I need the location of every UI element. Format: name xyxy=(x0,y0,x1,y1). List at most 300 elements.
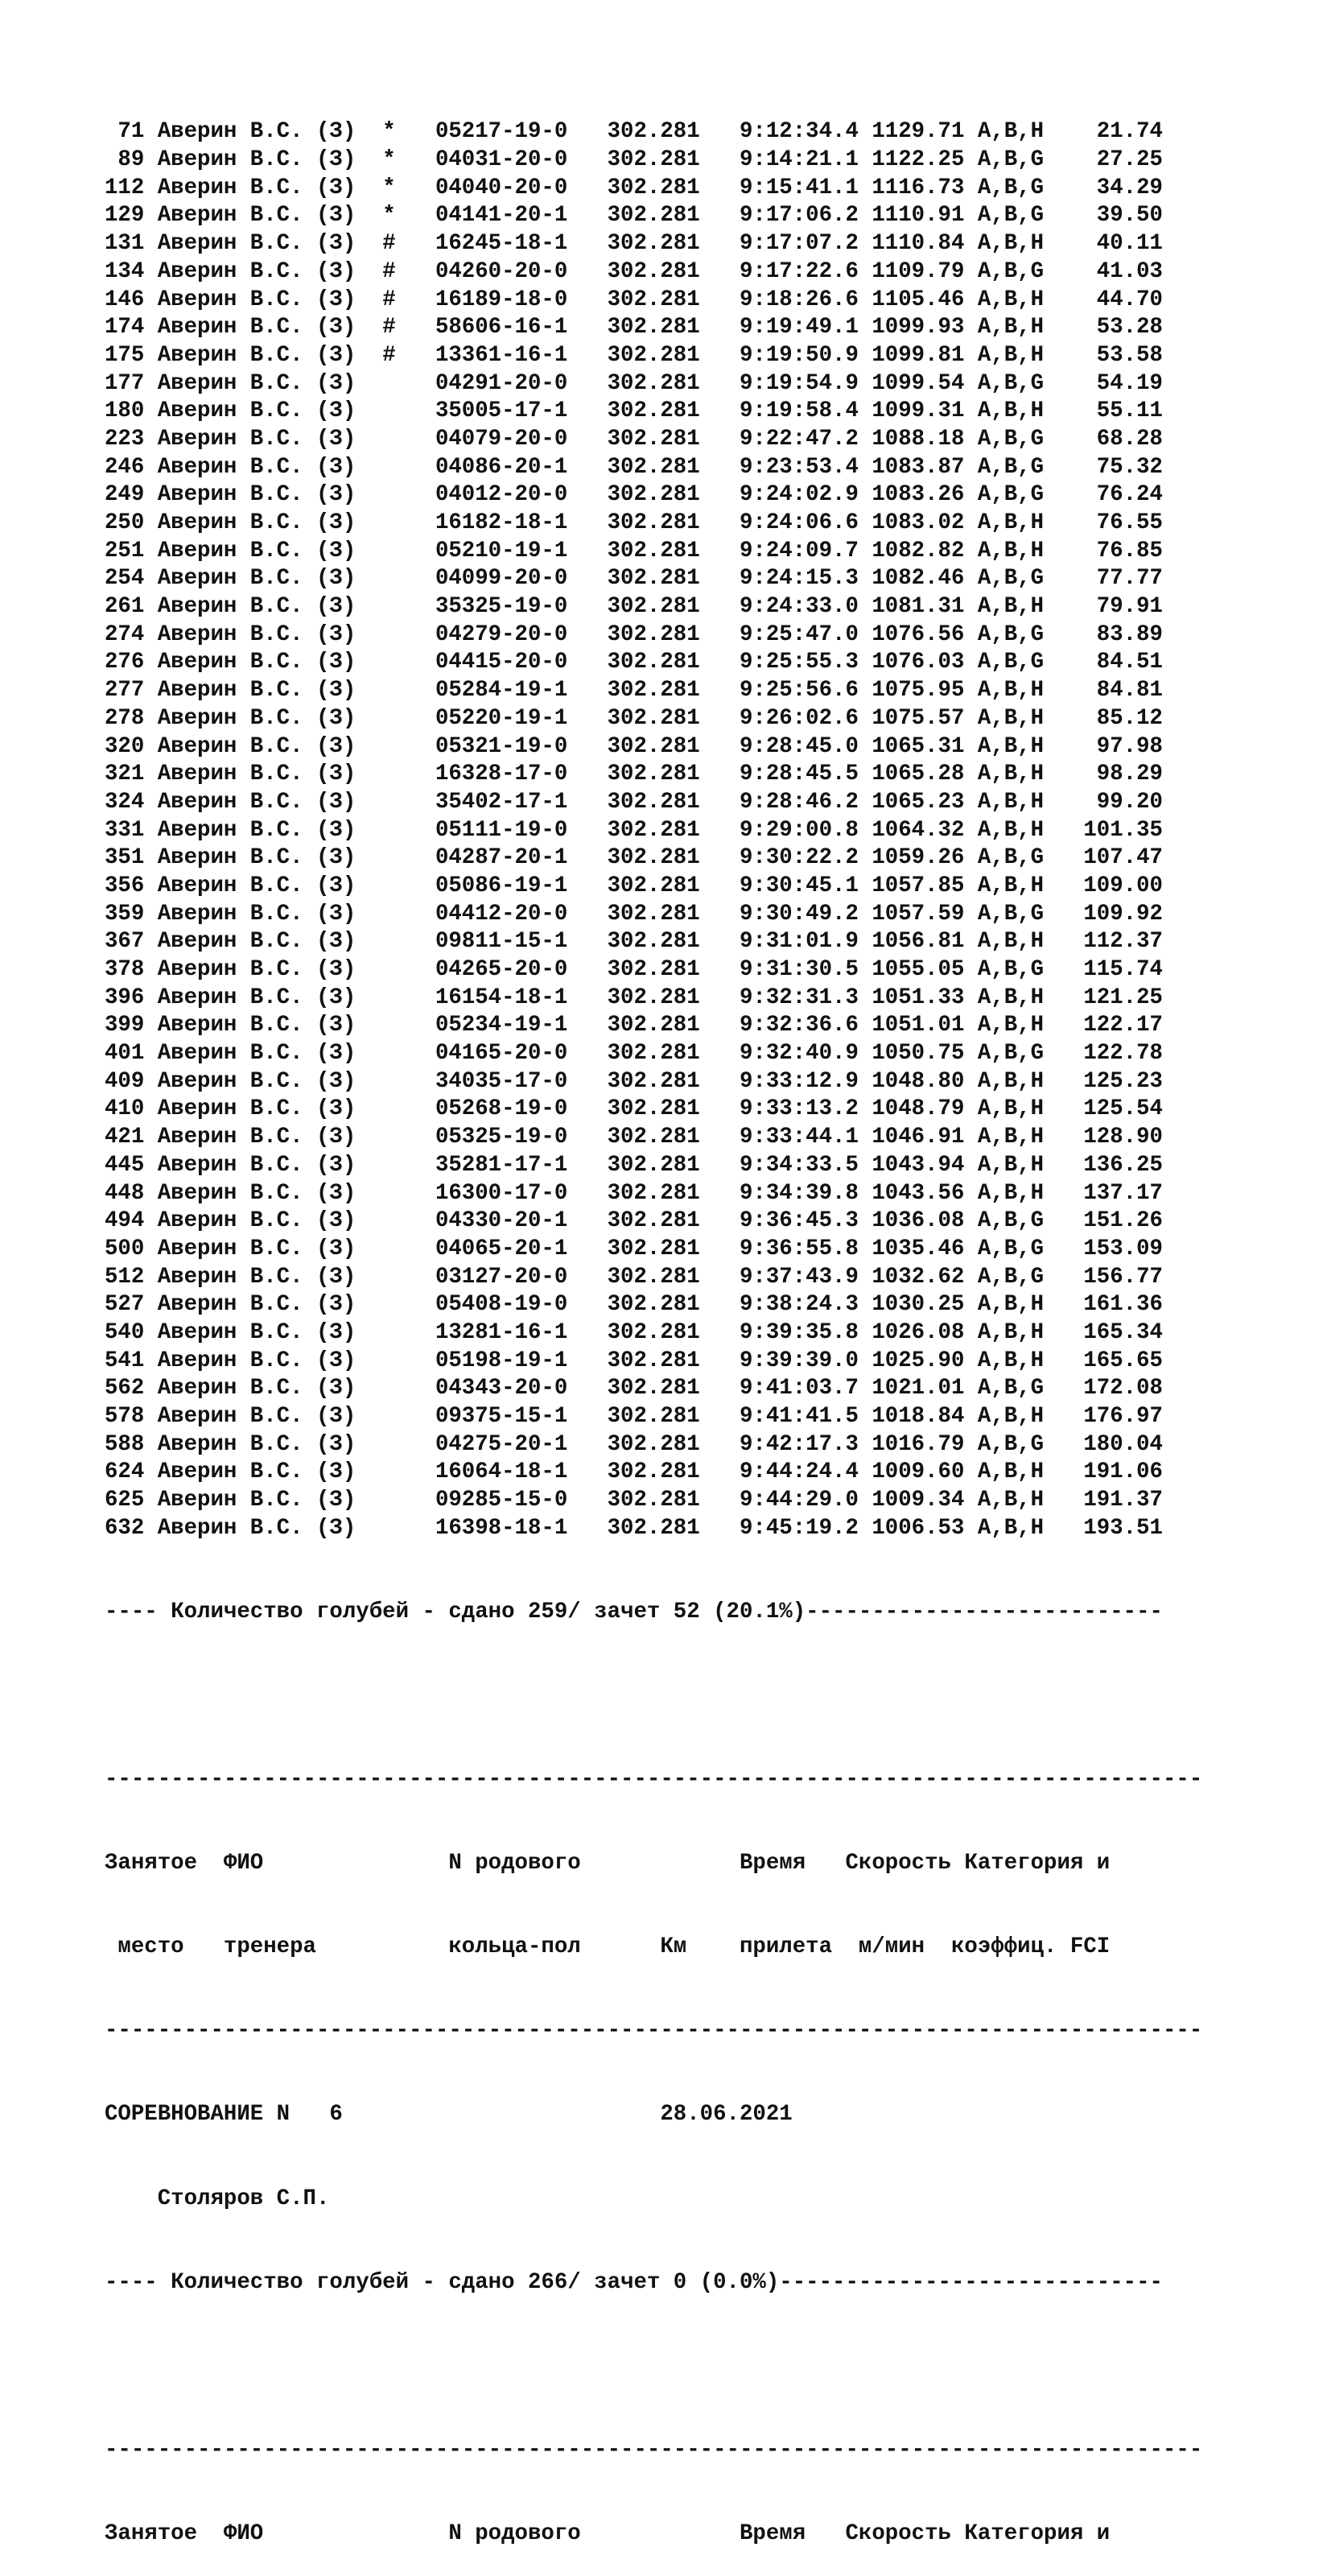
result-place: 249 xyxy=(105,482,158,508)
result-ring: 04040-20-0 xyxy=(435,175,608,200)
result-place: 277 xyxy=(105,678,158,704)
result-time: 9:32:36.6 xyxy=(740,1013,872,1038)
result-coef: 53.28 xyxy=(1083,315,1163,341)
result-ring: 13361-16-1 xyxy=(435,342,608,368)
result-coef: 109.00 xyxy=(1083,873,1163,898)
result-coef: 137.17 xyxy=(1083,1180,1163,1206)
result-km: 302.281 xyxy=(607,1152,740,1178)
result-speed: 1083.87 xyxy=(872,454,978,480)
result-km: 302.281 xyxy=(607,454,740,480)
result-place: 578 xyxy=(105,1404,158,1430)
result-km: 302.281 xyxy=(607,1041,740,1067)
result-speed: 1065.28 xyxy=(872,762,978,787)
result-region: (З) xyxy=(316,1041,383,1067)
result-time: 9:25:55.3 xyxy=(740,650,872,675)
result-ring: 05234-19-1 xyxy=(435,1013,608,1038)
result-ring: 09285-15-0 xyxy=(435,1488,608,1513)
result-time: 9:32:40.9 xyxy=(740,1041,872,1067)
result-name: Аверин В.С. xyxy=(157,1096,316,1122)
result-mark xyxy=(382,539,435,564)
result-mark xyxy=(382,706,435,731)
result-speed: 1059.26 xyxy=(872,845,978,871)
result-name: Аверин В.С. xyxy=(157,762,316,787)
result-category: A,B,G xyxy=(977,1264,1084,1290)
result-name: Аверин В.С. xyxy=(157,231,316,257)
result-region: (З) xyxy=(316,231,383,257)
result-ring: 05217-19-0 xyxy=(435,119,608,145)
result-ring: 04291-20-0 xyxy=(435,370,608,396)
result-row xyxy=(105,481,1202,510)
result-ring: 16398-18-1 xyxy=(435,1515,608,1541)
result-mark xyxy=(382,1348,435,1373)
result-coef: 41.03 xyxy=(1083,258,1163,284)
result-mark xyxy=(382,845,435,870)
result-category: A,B,G xyxy=(977,957,1084,983)
result-speed: 1082.82 xyxy=(872,538,978,564)
result-mark xyxy=(382,1125,435,1150)
result-time: 9:25:56.6 xyxy=(740,678,872,704)
result-km: 302.281 xyxy=(607,1431,740,1457)
result-speed: 1032.62 xyxy=(872,1264,978,1290)
result-time: 9:24:33.0 xyxy=(740,594,872,620)
result-speed: 1099.54 xyxy=(872,370,978,396)
result-time: 9:18:26.6 xyxy=(740,287,872,312)
result-region: (З) xyxy=(316,1180,383,1206)
result-coef: 101.35 xyxy=(1083,817,1163,843)
result-name: Аверин В.С. xyxy=(157,1348,316,1373)
result-row xyxy=(105,1124,1202,1152)
result-km: 302.281 xyxy=(607,426,740,452)
table-header-line-2: место тренера кольца-пол Км прилета м/мин коэффиц. FCI xyxy=(105,1934,1111,1960)
result-name: Аверин В.С. xyxy=(157,1431,316,1457)
result-km: 302.281 xyxy=(607,566,740,592)
result-category: A,B,H xyxy=(977,1292,1084,1318)
result-speed: 1129.71 xyxy=(872,119,978,145)
result-category: A,B,H xyxy=(977,1404,1084,1430)
result-time: 9:22:47.2 xyxy=(740,426,872,452)
result-speed: 1051.01 xyxy=(872,1013,978,1038)
result-coef: 191.06 xyxy=(1083,1459,1163,1485)
result-row xyxy=(105,1375,1202,1403)
result-mark xyxy=(382,622,435,647)
result-name: Аверин В.С. xyxy=(157,1041,316,1067)
result-region: (З) xyxy=(316,1488,383,1513)
result-name: Аверин В.С. xyxy=(157,985,316,1010)
result-coef: 165.65 xyxy=(1083,1348,1163,1373)
result-place: 448 xyxy=(105,1180,158,1206)
result-km: 302.281 xyxy=(607,315,740,341)
result-name: Аверин В.С. xyxy=(157,1180,316,1206)
result-region: (З) xyxy=(316,1515,383,1541)
result-speed: 1025.90 xyxy=(872,1348,978,1373)
result-name: Аверин В.С. xyxy=(157,342,316,368)
result-name: Аверин В.С. xyxy=(157,733,316,759)
result-row xyxy=(105,844,1202,873)
result-speed: 1026.08 xyxy=(872,1319,978,1345)
result-time: 9:14:21.1 xyxy=(740,147,872,173)
result-place: 324 xyxy=(105,789,158,815)
result-mark xyxy=(382,762,435,786)
result-km: 302.281 xyxy=(607,510,740,536)
result-coef: 121.25 xyxy=(1083,985,1163,1010)
result-region: (З) xyxy=(316,287,383,312)
result-mark xyxy=(382,1320,435,1345)
result-km: 302.281 xyxy=(607,957,740,983)
result-row xyxy=(105,1012,1202,1040)
result-km: 302.281 xyxy=(607,901,740,927)
table-header-line-1: Занятое ФИО N родового Время Скорость Категория и xyxy=(105,1851,1111,1876)
result-row xyxy=(105,956,1202,985)
result-km: 302.281 xyxy=(607,789,740,815)
result-name: Аверин В.С. xyxy=(157,929,316,955)
result-speed: 1083.26 xyxy=(872,482,978,508)
result-km: 302.281 xyxy=(607,1488,740,1513)
result-km: 302.281 xyxy=(607,1404,740,1430)
result-category: A,B,G xyxy=(977,1236,1084,1261)
result-speed: 1065.23 xyxy=(872,789,978,815)
result-km: 302.281 xyxy=(607,762,740,787)
result-name: Аверин В.С. xyxy=(157,705,316,731)
result-km: 302.281 xyxy=(607,1319,740,1345)
result-region: (З) xyxy=(316,119,383,145)
result-category: A,B,G xyxy=(977,426,1084,452)
result-km: 302.281 xyxy=(607,1515,740,1541)
result-km: 302.281 xyxy=(607,873,740,898)
result-mark xyxy=(382,902,435,927)
result-speed: 1018.84 xyxy=(872,1404,978,1430)
result-speed: 1116.73 xyxy=(872,175,978,200)
result-mark: # xyxy=(382,231,435,257)
result-category: A,B,H xyxy=(977,231,1084,257)
result-mark xyxy=(382,1236,435,1261)
result-time: 9:24:15.3 xyxy=(740,566,872,592)
result-ring: 16154-18-1 xyxy=(435,985,608,1010)
result-mark xyxy=(382,790,435,815)
result-place: 401 xyxy=(105,1041,158,1067)
result-region: (З) xyxy=(316,817,383,843)
result-km: 302.281 xyxy=(607,119,740,145)
result-speed: 1081.31 xyxy=(872,594,978,620)
result-place: 399 xyxy=(105,1013,158,1038)
result-row xyxy=(105,1208,1202,1236)
result-name: Аверин В.С. xyxy=(157,175,316,200)
result-ring: 58606-16-1 xyxy=(435,315,608,341)
result-category: A,B,H xyxy=(977,789,1084,815)
result-time: 9:28:46.2 xyxy=(740,789,872,815)
result-row xyxy=(105,342,1202,370)
result-time: 9:36:45.3 xyxy=(740,1208,872,1234)
result-ring: 05321-19-0 xyxy=(435,733,608,759)
result-mark xyxy=(382,929,435,954)
result-place: 320 xyxy=(105,733,158,759)
result-place: 588 xyxy=(105,1431,158,1457)
result-category: A,B,G xyxy=(977,147,1084,173)
result-row xyxy=(105,1348,1202,1376)
result-category: A,B,G xyxy=(977,1431,1084,1457)
result-time: 9:30:49.2 xyxy=(740,901,872,927)
result-ring: 03127-20-0 xyxy=(435,1264,608,1290)
result-coef: 191.37 xyxy=(1083,1488,1163,1513)
result-row xyxy=(105,1291,1202,1319)
result-row xyxy=(105,873,1202,901)
result-name: Аверин В.С. xyxy=(157,1068,316,1094)
result-region: (З) xyxy=(316,873,383,898)
result-name: Аверин В.С. xyxy=(157,482,316,508)
result-ring: 09811-15-1 xyxy=(435,929,608,955)
result-row xyxy=(105,175,1202,203)
result-time: 9:44:29.0 xyxy=(740,1488,872,1513)
result-mark xyxy=(382,957,435,982)
result-name: Аверин В.С. xyxy=(157,1013,316,1038)
blank-line xyxy=(105,1682,1202,1711)
result-mark xyxy=(382,678,435,703)
result-coef: 153.09 xyxy=(1083,1236,1163,1261)
result-row xyxy=(105,1403,1202,1431)
result-region: (З) xyxy=(316,370,383,396)
result-ring: 04141-20-1 xyxy=(435,203,608,229)
result-name: Аверин В.С. xyxy=(157,1236,316,1261)
result-row xyxy=(105,1040,1202,1068)
result-km: 302.281 xyxy=(607,705,740,731)
result-ring: 04065-20-1 xyxy=(435,1236,608,1261)
result-place: 410 xyxy=(105,1096,158,1122)
result-row xyxy=(105,649,1202,677)
result-ring: 35325-19-0 xyxy=(435,594,608,620)
result-region: (З) xyxy=(316,929,383,955)
result-ring: 16182-18-1 xyxy=(435,510,608,536)
result-row xyxy=(105,398,1202,426)
result-region: (З) xyxy=(316,789,383,815)
result-speed: 1035.46 xyxy=(872,1236,978,1261)
result-speed: 1122.25 xyxy=(872,147,978,173)
result-coef: 99.20 xyxy=(1083,789,1163,815)
result-place: 177 xyxy=(105,370,158,396)
result-category: A,B,G xyxy=(977,454,1084,480)
result-row xyxy=(105,1487,1202,1515)
result-coef: 77.77 xyxy=(1083,566,1163,592)
result-time: 9:12:34.4 xyxy=(740,119,872,145)
result-coef: 76.24 xyxy=(1083,482,1163,508)
competition-title: СОРЕВНОВАНИЕ N 6 28.06.2021 xyxy=(105,2102,793,2128)
result-row xyxy=(105,1068,1202,1096)
result-category: A,B,H xyxy=(977,119,1084,145)
result-time: 9:32:31.3 xyxy=(740,985,872,1010)
result-coef: 125.23 xyxy=(1083,1068,1163,1094)
result-row xyxy=(105,1264,1202,1292)
result-row xyxy=(105,901,1202,929)
result-mark xyxy=(382,1432,435,1457)
results-list xyxy=(105,118,1202,1542)
result-speed: 1009.60 xyxy=(872,1459,978,1485)
result-ring: 35005-17-1 xyxy=(435,398,608,424)
result-km: 302.281 xyxy=(607,1292,740,1318)
result-region: (З) xyxy=(316,315,383,341)
result-category: A,B,H xyxy=(977,817,1084,843)
result-category: A,B,H xyxy=(977,342,1084,368)
result-row xyxy=(105,928,1202,956)
result-name: Аверин В.С. xyxy=(157,817,316,843)
result-ring: 04260-20-0 xyxy=(435,258,608,284)
result-km: 302.281 xyxy=(607,258,740,284)
result-speed: 1064.32 xyxy=(872,817,978,843)
result-region: (З) xyxy=(316,1096,383,1122)
result-km: 302.281 xyxy=(607,482,740,508)
result-km: 302.281 xyxy=(607,1264,740,1290)
result-mark xyxy=(382,1516,435,1541)
result-coef: 161.36 xyxy=(1083,1292,1163,1318)
result-category: A,B,H xyxy=(977,1180,1084,1206)
result-speed: 1055.05 xyxy=(872,957,978,983)
result-category: A,B,G xyxy=(977,901,1084,927)
result-region: (З) xyxy=(316,1125,383,1150)
result-ring: 05408-19-0 xyxy=(435,1292,608,1318)
result-row xyxy=(105,1096,1202,1124)
result-km: 302.281 xyxy=(607,845,740,871)
result-row xyxy=(105,147,1202,175)
result-coef: 165.34 xyxy=(1083,1319,1163,1345)
result-row xyxy=(105,565,1202,593)
result-time: 9:34:33.5 xyxy=(740,1152,872,1178)
result-row xyxy=(105,202,1202,230)
result-speed: 1036.08 xyxy=(872,1208,978,1234)
result-km: 302.281 xyxy=(607,678,740,704)
result-category: A,B,G xyxy=(977,1376,1084,1402)
result-speed: 1082.46 xyxy=(872,566,978,592)
result-name: Аверин В.С. xyxy=(157,1515,316,1541)
result-km: 302.281 xyxy=(607,733,740,759)
result-ring: 05220-19-1 xyxy=(435,705,608,731)
result-km: 302.281 xyxy=(607,342,740,368)
result-region: (З) xyxy=(316,175,383,200)
result-km: 302.281 xyxy=(607,594,740,620)
result-time: 9:34:39.8 xyxy=(740,1180,872,1206)
result-region: (З) xyxy=(316,901,383,927)
result-name: Аверин В.С. xyxy=(157,845,316,871)
result-row xyxy=(105,454,1202,482)
result-mark xyxy=(382,1376,435,1401)
result-category: A,B,G xyxy=(977,482,1084,508)
result-coef: 21.74 xyxy=(1083,119,1163,145)
result-mark xyxy=(382,427,435,452)
result-region: (З) xyxy=(316,1208,383,1234)
result-category: A,B,H xyxy=(977,705,1084,731)
result-region: (З) xyxy=(316,1319,383,1345)
result-ring: 16300-17-0 xyxy=(435,1180,608,1206)
result-region: (З) xyxy=(316,845,383,871)
result-category: A,B,G xyxy=(977,370,1084,396)
result-coef: 85.12 xyxy=(1083,705,1163,731)
result-ring: 13281-16-1 xyxy=(435,1319,608,1345)
result-name: Аверин В.С. xyxy=(157,510,316,536)
result-region: (З) xyxy=(316,762,383,787)
result-time: 9:45:19.2 xyxy=(740,1515,872,1541)
result-km: 302.281 xyxy=(607,1068,740,1094)
result-category: A,B,H xyxy=(977,1096,1084,1122)
blank-line xyxy=(105,2353,1202,2381)
result-coef: 112.37 xyxy=(1083,929,1163,955)
result-time: 9:42:17.3 xyxy=(740,1431,872,1457)
result-place: 541 xyxy=(105,1348,158,1373)
result-speed: 1009.34 xyxy=(872,1488,978,1513)
result-time: 9:33:13.2 xyxy=(740,1096,872,1122)
result-row xyxy=(105,1236,1202,1264)
result-ring: 04415-20-0 xyxy=(435,650,608,675)
result-time: 9:19:54.9 xyxy=(740,370,872,396)
result-region: (З) xyxy=(316,342,383,368)
result-coef: 79.91 xyxy=(1083,594,1163,620)
result-mark xyxy=(382,398,435,423)
result-row xyxy=(105,538,1202,566)
result-km: 302.281 xyxy=(607,398,740,424)
result-name: Аверин В.С. xyxy=(157,1459,316,1485)
result-region: (З) xyxy=(316,957,383,983)
result-coef: 34.29 xyxy=(1083,175,1163,200)
result-place: 129 xyxy=(105,203,158,229)
result-region: (З) xyxy=(316,203,383,229)
result-place: 131 xyxy=(105,231,158,257)
result-row xyxy=(105,705,1202,733)
result-coef: 122.17 xyxy=(1083,1013,1163,1038)
result-region: (З) xyxy=(316,1348,383,1373)
result-time: 9:36:55.8 xyxy=(740,1236,872,1261)
result-region: (З) xyxy=(316,733,383,759)
result-km: 302.281 xyxy=(607,231,740,257)
result-time: 9:28:45.5 xyxy=(740,762,872,787)
result-coef: 98.29 xyxy=(1083,762,1163,787)
result-mark xyxy=(382,1013,435,1038)
result-name: Аверин В.С. xyxy=(157,621,316,647)
result-time: 9:41:03.7 xyxy=(740,1376,872,1402)
result-name: Аверин В.С. xyxy=(157,789,316,815)
result-time: 9:31:30.5 xyxy=(740,957,872,983)
result-ring: 05268-19-0 xyxy=(435,1096,608,1122)
result-mark xyxy=(382,650,435,675)
result-mark xyxy=(382,1041,435,1066)
result-speed: 1110.84 xyxy=(872,231,978,257)
result-time: 9:30:45.1 xyxy=(740,873,872,898)
result-mark xyxy=(382,985,435,1010)
result-place: 175 xyxy=(105,342,158,368)
result-row xyxy=(105,370,1202,398)
result-speed: 1076.56 xyxy=(872,621,978,647)
result-place: 146 xyxy=(105,287,158,312)
result-category: A,B,G xyxy=(977,258,1084,284)
result-place: 359 xyxy=(105,901,158,927)
result-name: Аверин В.С. xyxy=(157,147,316,173)
result-speed: 1105.46 xyxy=(872,287,978,312)
result-km: 302.281 xyxy=(607,1348,740,1373)
result-region: (З) xyxy=(316,1404,383,1430)
result-time: 9:39:39.0 xyxy=(740,1348,872,1373)
result-time: 9:17:06.2 xyxy=(740,203,872,229)
result-row xyxy=(105,118,1202,147)
result-ring: 05284-19-1 xyxy=(435,678,608,704)
result-category: A,B,H xyxy=(977,678,1084,704)
result-coef: 75.32 xyxy=(1083,454,1163,480)
result-name: Аверин В.С. xyxy=(157,370,316,396)
result-mark xyxy=(382,594,435,619)
result-coef: 76.85 xyxy=(1083,538,1163,564)
result-speed: 1056.81 xyxy=(872,929,978,955)
result-time: 9:33:12.9 xyxy=(740,1068,872,1094)
result-category: A,B,H xyxy=(977,510,1084,536)
result-speed: 1021.01 xyxy=(872,1376,978,1402)
result-category: A,B,G xyxy=(977,203,1084,229)
result-speed: 1099.93 xyxy=(872,315,978,341)
result-place: 409 xyxy=(105,1068,158,1094)
result-speed: 1065.31 xyxy=(872,733,978,759)
result-ring: 04412-20-0 xyxy=(435,901,608,927)
